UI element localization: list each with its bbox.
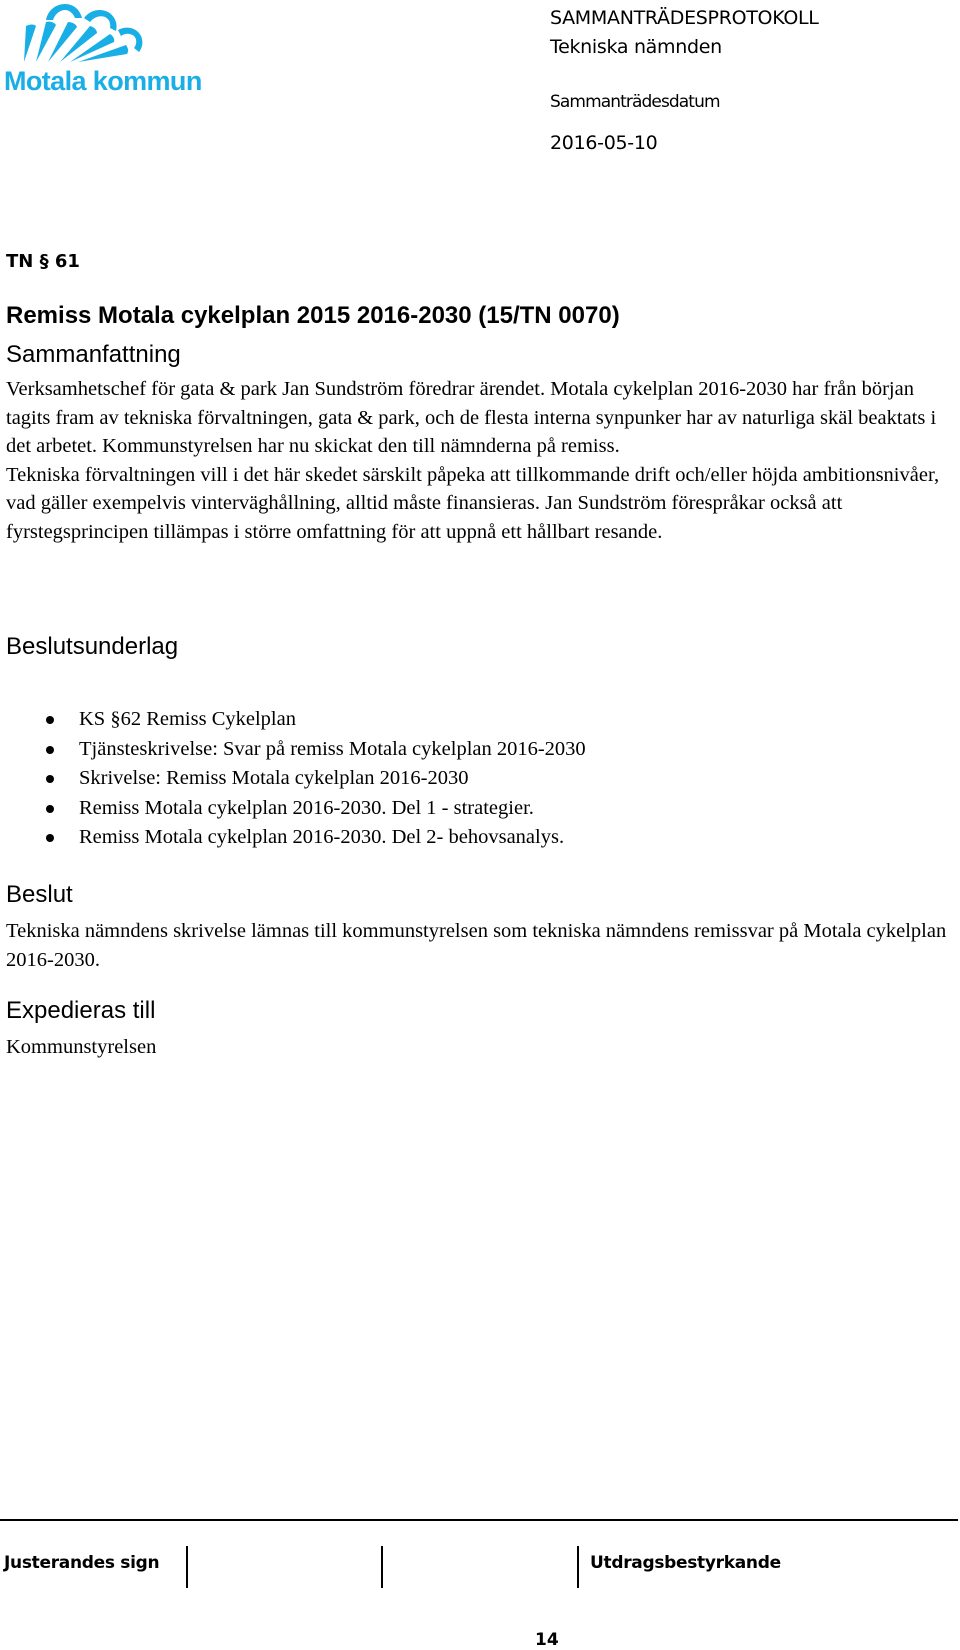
logo-wordmark: Motala kommun (4, 66, 202, 96)
bullet-icon (46, 805, 54, 813)
signature-box-divider (186, 1546, 188, 1588)
bullet-icon (46, 716, 54, 724)
list-item (6, 735, 906, 765)
certification-label: Utdragsbestyrkande (590, 1553, 781, 1573)
dispatch-heading: Expedieras till (6, 997, 156, 1024)
bullet-icon (46, 775, 54, 783)
list-item-text: Tjänsteskrivelse: Svar på remiss Motala cykelplan 2016-2030 (79, 737, 586, 760)
summary-text (6, 375, 951, 547)
footer-divider (0, 1519, 958, 1521)
dispatch-recipient: Kommunstyrelsen (6, 1036, 157, 1058)
summary-paragraph-1: Verksamhetschef för gata & park Jan Sundström föredrar ärendet. Motala cykelplan 2016-2030 har från början tagits fram av tekniska förvaltningen, gata & park, och de flesta interna synpunker har av naturliga skäl beaktats i det arbetet. Kommunstyrelsen har nu skickat den till nämnderna på remiss. (6, 378, 937, 458)
decision-text: Tekniska nämndens skrivelse lämnas till kommunstyrelsen som tekniska nämndens remissvar på Motala cykelplan 2016-2030. (6, 920, 947, 971)
decision-heading: Beslut (6, 881, 73, 908)
signature-label: Justerandes sign (4, 1553, 160, 1573)
list-item-text: Remiss Motala cykelplan 2016-2030. Del 2- behovsanalys. (79, 826, 565, 849)
list-item-text: KS §62 Remiss Cykelplan (79, 708, 296, 730)
paragraph-number: TN § 61 (6, 251, 80, 272)
committee-name: Tekniska nämnden (550, 36, 722, 58)
fan-emblem-icon (2, 0, 182, 70)
motala-kommun-logo (2, 0, 202, 100)
basis-heading: Beslutsunderlag (6, 633, 179, 660)
signature-box-divider (381, 1546, 383, 1588)
document-type: SAMMANTRÄDESPROTOKOLL (550, 7, 819, 29)
signature-box-divider (577, 1546, 579, 1588)
list-item-text: Remiss Motala cykelplan 2016-2030. Del 1 - strategier. (79, 796, 534, 819)
meeting-date: 2016-05-10 (550, 132, 658, 154)
summary-paragraph-2: Tekniska förvaltningen vill i det här skedet särskilt påpeka att tillkommande drift och/eller höjda ambitionsnivåer, vad gäller exempelvis vinterväghållning, alltid måste finansieras. Jan Sundström förespråkar också att fyrstegsprincipen tillämpas i större omfattning för att uppnå ett hållbart resande. (6, 463, 940, 543)
list-item (6, 823, 906, 853)
bullet-icon (46, 746, 54, 754)
summary-heading: Sammanfattning (6, 341, 181, 368)
meeting-date-label: Sammanträdesdatum (550, 92, 720, 112)
page-title: Remiss Motala cykelplan 2015 2016-2030 (15/TN 0070) (6, 302, 620, 329)
list-item (6, 794, 906, 824)
page-number: 14 (535, 1630, 559, 1650)
list-item-text: Skrivelse: Remiss Motala cykelplan 2016-2030 (79, 767, 469, 790)
bullet-icon (46, 834, 54, 842)
list-item (6, 705, 906, 735)
basis-list (6, 705, 906, 853)
list-item (6, 764, 906, 794)
